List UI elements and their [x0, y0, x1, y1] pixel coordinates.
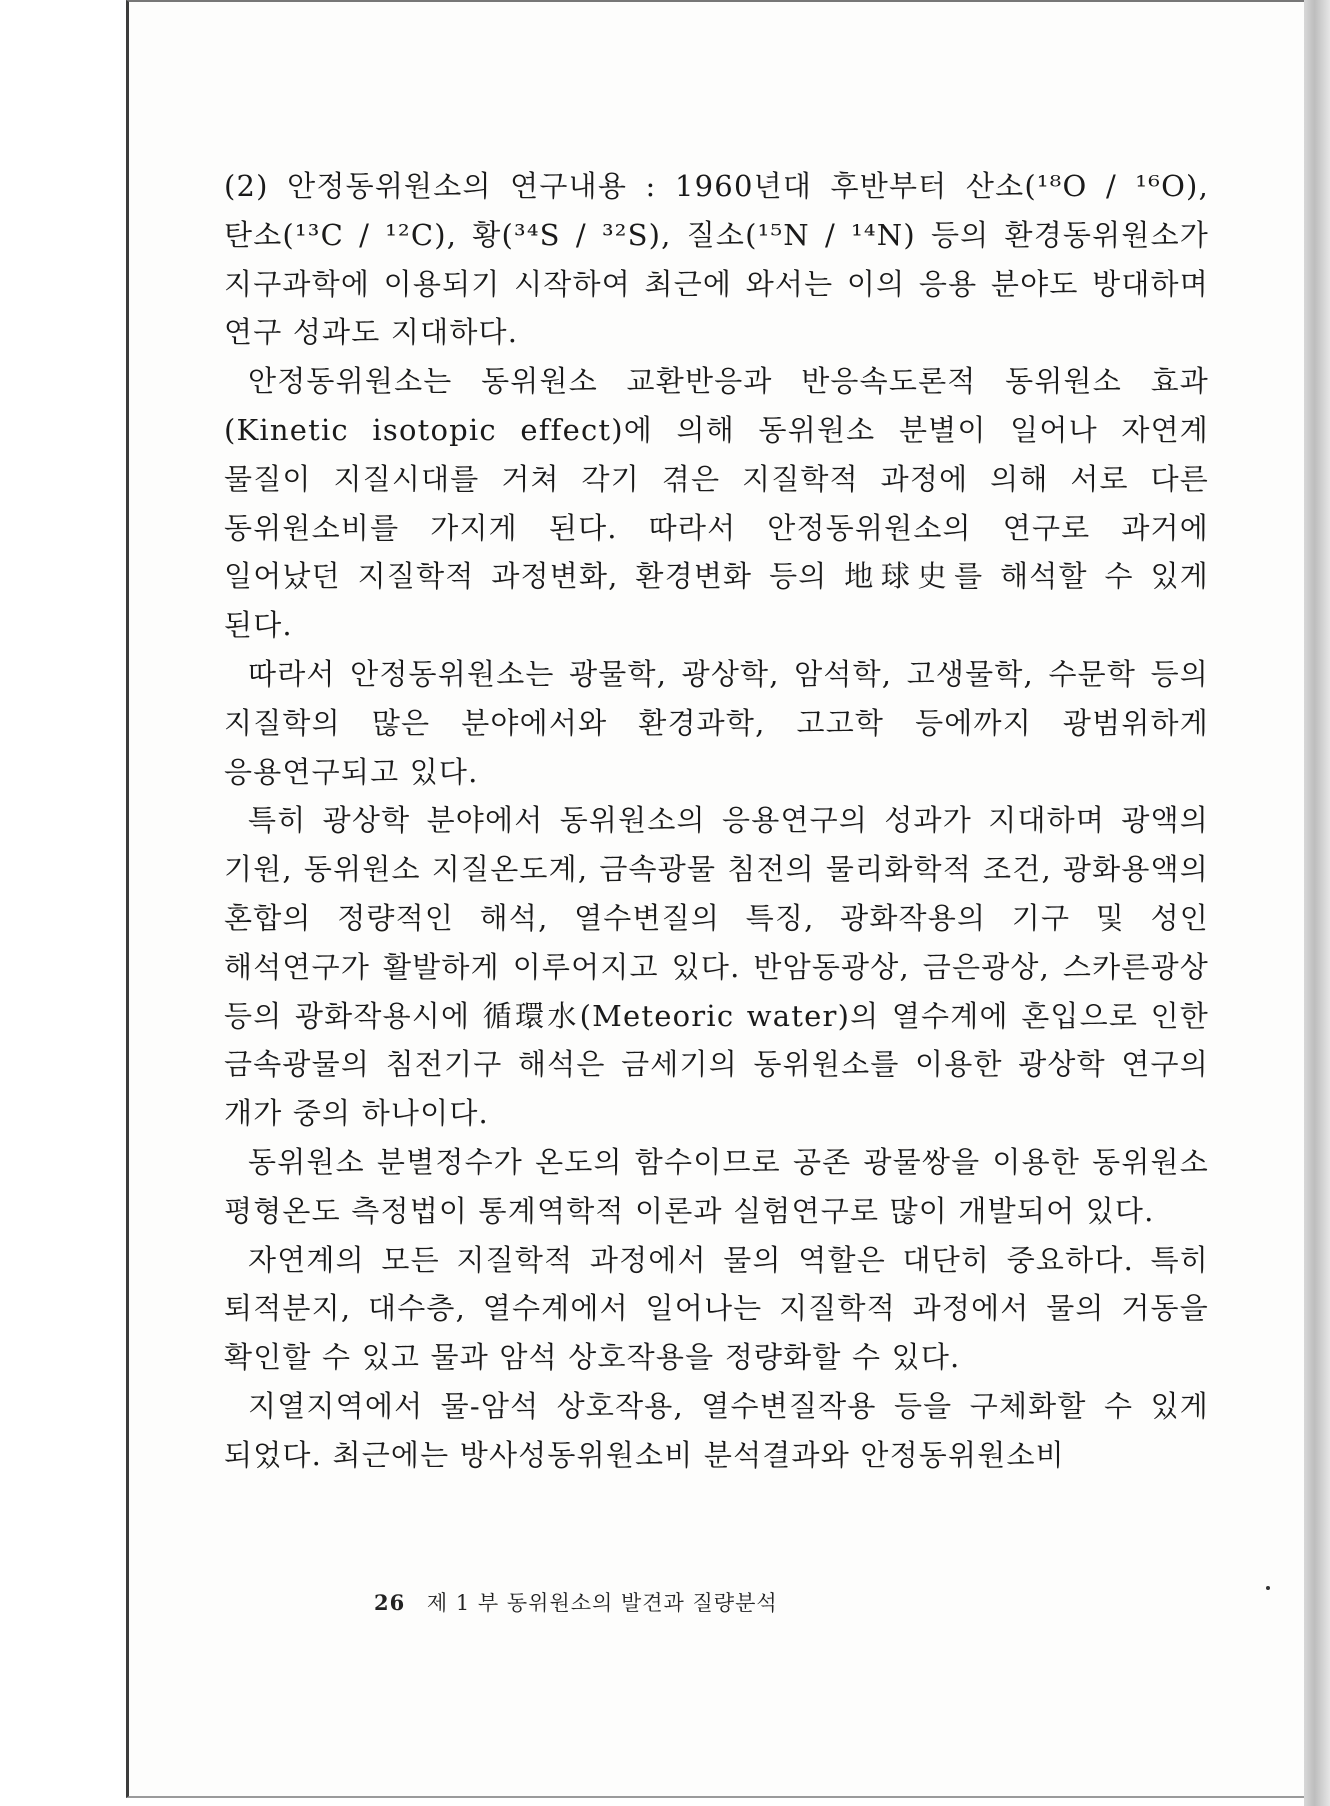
page-number: 26 [374, 1590, 406, 1615]
scan-speck [1266, 1586, 1270, 1590]
paragraph-role-of-water: 자연계의 모든 지질학적 과정에서 물의 역할은 대단히 중요하다. 특히 퇴적분지, 대수층, 열수계에서 일어나는 지질학적 과정에서 물의 거동을 확인할 수 있고 물과 암석 상호작용을 정량화할 수 있다. [224, 1242, 1209, 1375]
running-title: 제 1 부 동위원소의 발견과 질량분석 [426, 1591, 778, 1615]
paragraph-isotope-fractionation: 안정동위원소는 동위원소 교환반응과 반응속도론적 동위원소 효과 (Kinetic isotopic effect)에 의해 동위원소 분별이 일어나 자연계 물질이 지질시대를 거쳐 각기 겪은 지질학적 과정에 의해 서로 다른 동위원소비를 가지게 된다. 따라서 안정동위원소의 연구로 과거에 일어났던 지질학적 과정변화, 환경변화 등의 地球史를 해석할 수 있게 된다. [224, 364, 1209, 643]
paragraph-geothermometry: 동위원소 분별정수가 온도의 함수이므로 공존 광물쌍을 이용한 동위원소 평형온도 측정법이 통계역학적 이론과 실험연구로 많이 개발되어 있다. [224, 1144, 1209, 1228]
page-text-body [224, 162, 1209, 1480]
paragraph-ore-deposits: 특히 광상학 분야에서 동위원소의 응용연구의 성과가 지대하며 광액의 기원, 동위원소 지질온도계, 금속광물 침전의 물리화학적 조건, 광화용액의 혼합의 정량적인 해석, 열수변질의 특징, 광화작용의 기구 및 성인 해석연구가 활발하게 이루어지고 있다. 반암동광상, 금은광상, 스카른광상 등의 광화작용시에 循環水(Meteoric water)의 열수계에 혼입으로 인한 금속광물의 침전기구 해석은 금세기의 동위원소를 이용한 광상학 연구의 개가 중의 하나이다. [224, 803, 1209, 1131]
scan-margin [0, 0, 126, 1806]
paragraph-stable-isotope-research: (2) 안정동위원소의 연구내용 : 1960년대 후반부터 산소(¹⁸O / ¹⁶O), 탄소(¹³C / ¹²C), 황(³⁴S / ³²S), 질소(¹⁵N / ¹⁴N) 등의 환경동위원소가 지구과학에 이용되기 시작하여 최근에 와서는 이의 응용 분야도 방대하며 연구 성과도 지대하다. [224, 169, 1209, 350]
page-footer [374, 1587, 778, 1617]
paragraph-geothermal: 지열지역에서 물-암석 상호작용, 열수변질작용 등을 구체화할 수 있게 되었다. 최근에는 방사성동위원소비 분석결과와 안정동위원소비 [224, 1388, 1209, 1472]
page-edge-shadow [1304, 0, 1330, 1806]
paragraph-applications: 따라서 안정동위원소는 광물학, 광상학, 암석학, 고생물학, 수문학 등의 지질학의 많은 분야에서와 환경과학, 고고학 등에까지 광범위하게 응용연구되고 있다. [224, 656, 1209, 789]
